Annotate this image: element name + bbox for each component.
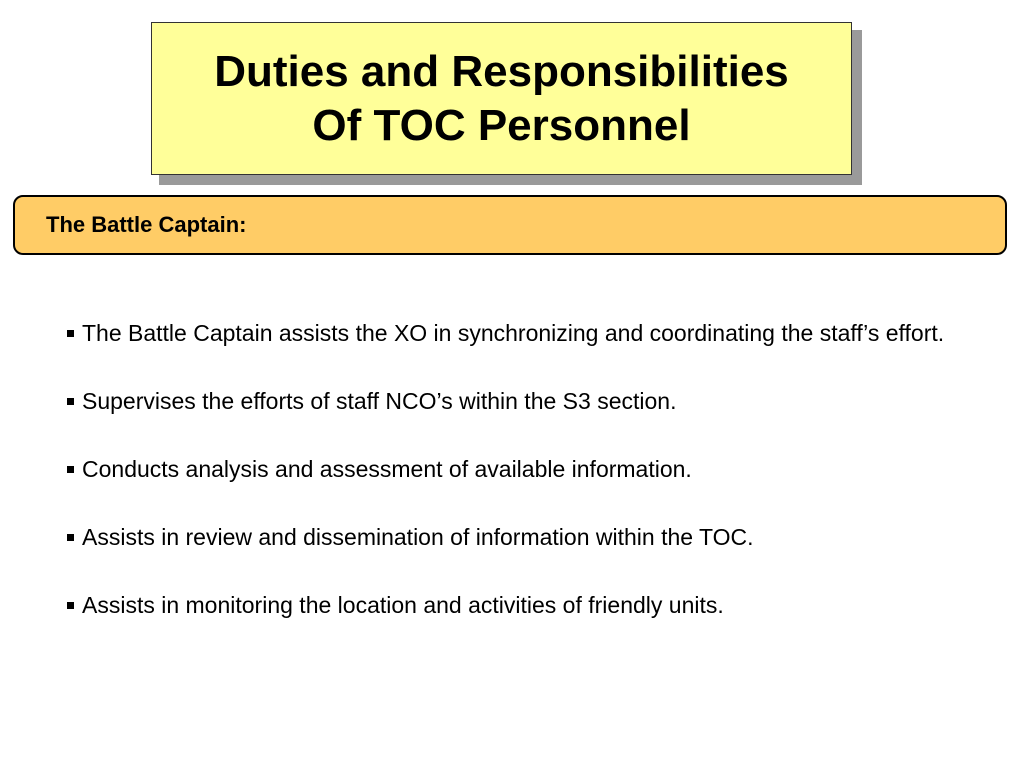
- square-bullet-icon: [67, 534, 74, 541]
- bullet-item: [64, 384, 964, 418]
- section-header-bar: [13, 195, 1007, 255]
- square-bullet-icon: [67, 330, 74, 337]
- bullet-text: Conducts analysis and assessment of available information.: [82, 456, 692, 482]
- bullet-text: Assists in review and dissemination of information within the TOC.: [82, 524, 754, 550]
- title-line-2: Of TOC Personnel: [312, 100, 691, 150]
- bullet-text: The Battle Captain assists the XO in synchronizing and coordinating the staff’s effort.: [82, 320, 945, 346]
- bullet-text: Supervises the efforts of staff NCO’s within the S3 section.: [82, 388, 677, 414]
- bullet-item: [64, 520, 964, 554]
- bullet-text: Assists in monitoring the location and activities of friendly units.: [82, 592, 724, 618]
- bullet-item: [64, 452, 964, 486]
- bullet-list: [64, 316, 964, 656]
- section-header-label: The Battle Captain:: [46, 212, 247, 237]
- title-line-1: Duties and Responsibilities: [214, 46, 789, 96]
- bullet-item: [64, 316, 964, 350]
- square-bullet-icon: [67, 466, 74, 473]
- bullet-item: [64, 588, 964, 622]
- square-bullet-icon: [67, 398, 74, 405]
- title-box: [151, 22, 852, 175]
- square-bullet-icon: [67, 602, 74, 609]
